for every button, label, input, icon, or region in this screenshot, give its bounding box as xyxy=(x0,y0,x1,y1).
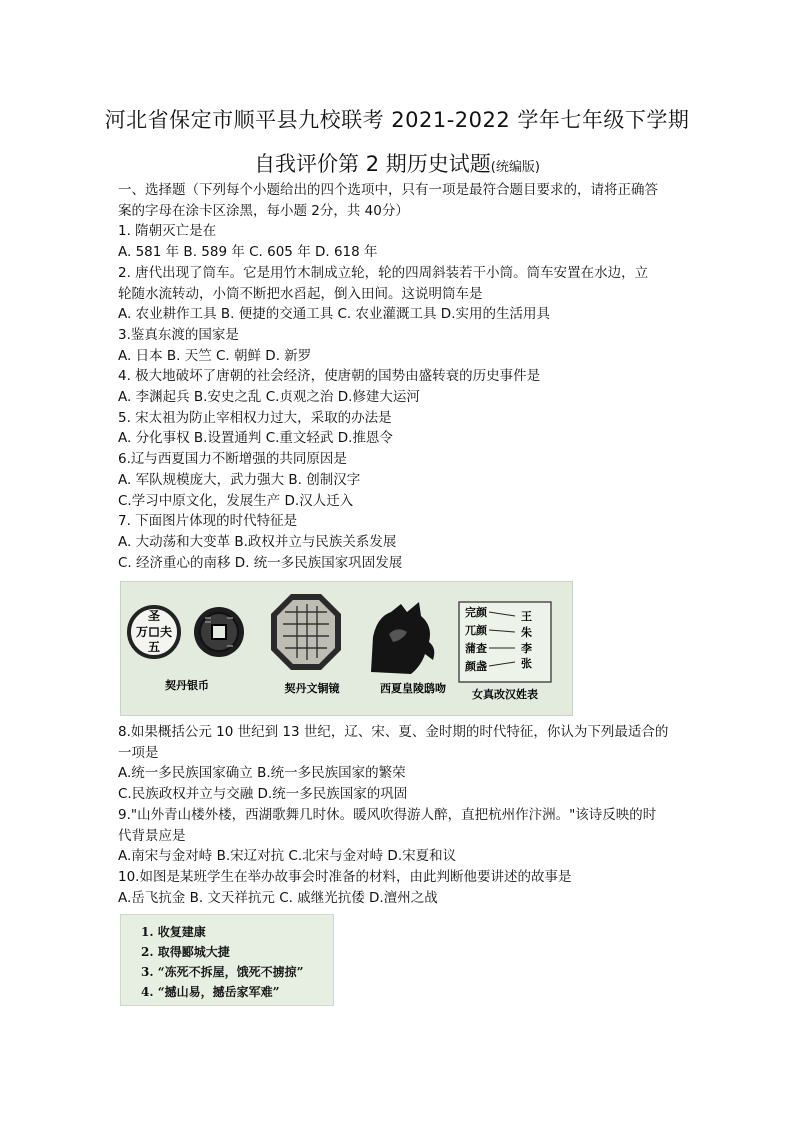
question-8-options-cd: C.民族政权并立与交融 D.统一多民族国家的巩固 xyxy=(118,786,408,803)
jurchen-name-3: 蒲查 xyxy=(465,642,487,655)
question-10: 10.如图是某班学生在举办故事会时准备的材料，由此判断他要讲述的故事是 xyxy=(118,868,572,885)
question-3-options: A. 日本 B. 天竺 C. 朝鲜 D. 新罗 xyxy=(118,347,312,364)
question-4: 4. 极大地破坏了唐朝的社会经济，使唐朝的国势由盛转衰的历史事件是 xyxy=(118,368,541,385)
document-title-line-1: 河北省保定市顺平县九校联考 2021-2022 学年七年级下学期 xyxy=(104,108,690,132)
question-8-options-ab: A.统一多民族国家确立 B.统一多民族国家的繁荣 xyxy=(118,765,406,782)
question-2: 2. 唐代出现了筒车。它是用竹木制成立轮，轮的四周斜装若干小筒。筒车安置在水边，立 xyxy=(118,264,649,281)
question-7: 7. 下面图片体现的时代特征是 xyxy=(118,513,298,530)
text-line: 一、选择题（下列每个小题给出的四个选项中，只有一项是最符合题目要求的，请将正确答 xyxy=(118,182,658,198)
artifacts-illustration xyxy=(121,582,572,715)
question-6: 6.辽与西夏国力不断增强的共同原因是 xyxy=(118,451,347,468)
story-item-3: 3. “冻死不拆屋，饿死不掳掠” xyxy=(141,965,304,979)
question-8: 8.如果概括公元 10 世纪到 13 世纪，辽、宋、夏、金时期的时代特征，你认为下列最适合的 xyxy=(118,724,669,740)
question-9-options: A.南宋与金对峙 B.宋辽对抗 C.北宋与金对峙 D.宋夏和议 xyxy=(118,848,457,865)
questions-part-1 xyxy=(118,180,678,573)
han-surname-1: 王 xyxy=(521,610,532,623)
document-title-line-2 xyxy=(0,148,794,178)
question-8-cont: 一项是 xyxy=(118,744,159,761)
jurchen-name-4: 颜盏 xyxy=(465,660,487,673)
khitan-coin-right-icon xyxy=(194,607,244,657)
jurchen-surname-table xyxy=(459,602,551,682)
coin-char-bottom: 五 xyxy=(147,640,161,654)
story-item-1: 1. 收复建康 xyxy=(141,925,206,939)
figure-story-material xyxy=(120,914,334,1006)
coin-char-left: 万 xyxy=(135,625,149,639)
figure-artifacts-image xyxy=(120,581,573,716)
han-surname-2: 朱 xyxy=(521,626,532,639)
caption-jurchen-surname-table: 女真改汉姓表 xyxy=(472,688,538,701)
question-1-options: A. 581 年 B. 589 年 C. 605 年 D. 618 年 xyxy=(118,244,378,261)
question-1: 1. 隋朝灭亡是在 xyxy=(118,223,217,240)
story-item-4: 4. “撼山易，撼岳家军难” xyxy=(141,985,280,999)
xixia-chiwen-icon xyxy=(371,602,434,674)
caption-khitan-silver-coin: 契丹银币 xyxy=(165,679,209,692)
question-2-options: A. 农业耕作工具 B. 便捷的交通工具 C. 农业灌溉工具 D.实用的生活用具 xyxy=(118,306,550,323)
question-10-options: A.岳飞抗金 B. 文天祥抗元 C. 戚继光抗倭 D.澶州之战 xyxy=(118,889,438,906)
story-item-2: 2. 取得郾城大捷 xyxy=(141,945,230,959)
question-5-options: A. 分化事权 B.设置通判 C.重文轻武 D.推恩令 xyxy=(118,430,393,447)
jurchen-name-2: 兀颜 xyxy=(465,624,487,637)
question-6-options-ab: A. 军队规模庞大，武力强大 B. 创制汉字 xyxy=(118,471,361,488)
question-7-options-cd: C. 经济重心的南移 D. 统一多民族国家巩固发展 xyxy=(118,554,403,571)
question-2-cont: 轮随水流转动，小筒不断把水舀起，倒入田间。这说明筒车是 xyxy=(118,285,483,302)
han-surname-3: 李 xyxy=(521,642,532,655)
questions-part-2 xyxy=(118,722,678,908)
question-7-options-ab: A. 大动荡和大变革 B.政权并立与民族关系发展 xyxy=(118,533,397,550)
question-9: 9."山外青山楼外楼，西湖歌舞几时休。暖风吹得游人醉，直把杭州作汴洲。"该诗反映的时 xyxy=(118,806,657,823)
jurchen-name-1: 完颜 xyxy=(465,606,487,619)
bronze-mirror-icon xyxy=(271,594,341,670)
title-edition-note: (统编版) xyxy=(490,160,540,175)
question-6-options-cd: C.学习中原文化，发展生产 D.汉人迁入 xyxy=(118,492,354,509)
question-9-cont: 代背景应是 xyxy=(118,827,186,844)
coin-char-top: 圣 xyxy=(147,609,161,623)
coin-char-right: 夫 xyxy=(159,625,173,639)
text-line: 案的字母在涂卡区涂黑，每小题 2分，共 40分） xyxy=(118,202,409,219)
question-3: 3.鉴真东渡的国家是 xyxy=(118,326,239,343)
title-main: 自我评价第 2 期历史试题 xyxy=(254,152,491,176)
han-surname-4: 张 xyxy=(521,657,532,670)
question-4-options: A. 李渊起兵 B.安史之乱 C.贞观之治 D.修建大运河 xyxy=(118,389,420,406)
question-5: 5. 宋太祖为防止宰相权力过大，采取的办法是 xyxy=(118,409,392,426)
khitan-coin-left-icon xyxy=(129,607,179,657)
caption-khitan-bronze-mirror: 契丹文铜镜 xyxy=(284,682,340,695)
caption-xixia-chiwen: 西夏皇陵鸱吻 xyxy=(380,682,446,695)
